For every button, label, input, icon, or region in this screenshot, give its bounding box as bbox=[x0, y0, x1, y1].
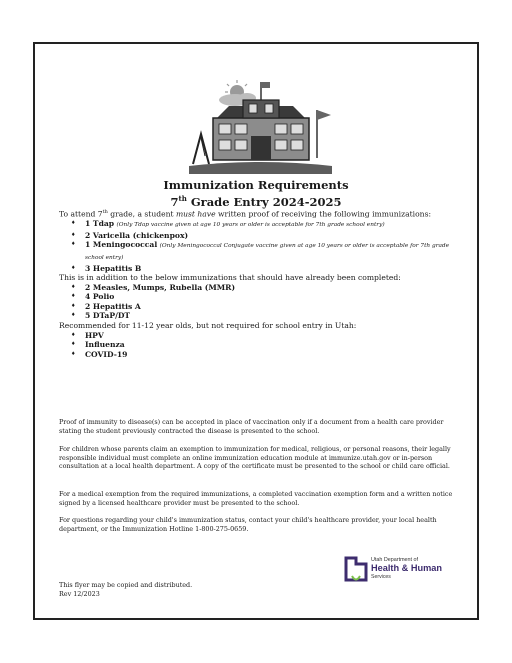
list-item: ♦ 2 Varicella (chickenpox) bbox=[85, 231, 453, 241]
list-item: ♦ COVID-19 bbox=[85, 350, 453, 360]
list-item: ♦ 2 Measles, Mumps, Rubella (MMR) bbox=[85, 283, 453, 293]
brand-top-text: Utah Department of bbox=[371, 557, 419, 563]
exemption-paragraph: For children whose parents claim an exemption to immunization for medical, religious, or personal reasons, their legally responsible individual must complete an online immunization education module at immunize.utah.gov or in-person consultation at a local health department. A copy of the certificate must be presented to the school or child care official. bbox=[59, 445, 451, 471]
title-block bbox=[59, 178, 453, 209]
page-subtitle: 7th Grade Entry 2024-2025 bbox=[170, 194, 342, 209]
school-building-icon bbox=[189, 78, 332, 174]
proof-paragraph: Proof of immunity to disease(s) can be accepted in place of vaccination only if a document from a health care provider stating the student previously contracted the disease is presented to the school. bbox=[59, 418, 444, 435]
completed-list bbox=[59, 283, 453, 321]
intro-text: To attend 7th grade, a student must have written proof of receiving the following immunizations: bbox=[59, 209, 432, 219]
utah-state-logo-icon bbox=[344, 556, 368, 584]
copy-notice: This flyer may be copied and distributed. bbox=[59, 581, 193, 589]
medical-paragraph: For a medical exemption from the required immunizations, a completed vaccination exemption form and a written notice signed by a licensed healthcare provider must be presented to the school. bbox=[59, 490, 453, 507]
list-item: ♦ 2 Hepatitis A bbox=[85, 302, 453, 312]
page-title: Immunization Requirements bbox=[163, 178, 349, 192]
requirements-section bbox=[59, 208, 453, 359]
brand-name: Health & Human bbox=[371, 563, 442, 573]
list-item: ♦ 5 DTaP/DT bbox=[85, 311, 453, 321]
recommended-intro: Recommended for 11-12 year olds, but not required for school entry in Utah: bbox=[59, 321, 357, 331]
revision-date: Rev 12/2023 bbox=[59, 589, 100, 598]
list-item: ♦ 1 Meningococcal (Only Meningococcal Conjugate vaccine given at age 10 years or older is acceptable for 7th grade school entry) bbox=[85, 240, 453, 263]
list-item: ♦ Influenza bbox=[85, 340, 453, 350]
footer bbox=[59, 581, 192, 598]
list-item: ♦ 3 Hepatitis B bbox=[85, 264, 453, 274]
questions-paragraph: For questions regarding your child's immunization status, contact your child's healthcare provider, your local health department, or the Immunization Hotline 1-800-275-0659. bbox=[59, 516, 437, 533]
list-item: ♦ HPV bbox=[85, 331, 453, 341]
recommended-list bbox=[59, 331, 453, 360]
required-list bbox=[59, 219, 453, 273]
list-item: ♦ 4 Polio bbox=[85, 292, 453, 302]
brand-bottom-text: Services bbox=[371, 574, 391, 580]
completed-intro: This is in addition to the below immunizations that should have already been completed: bbox=[59, 273, 401, 283]
list-item: ♦ 1 Tdap (Only Tdap vaccine given at age 10 years or older is acceptable for 7th grade school entry) bbox=[85, 219, 453, 231]
